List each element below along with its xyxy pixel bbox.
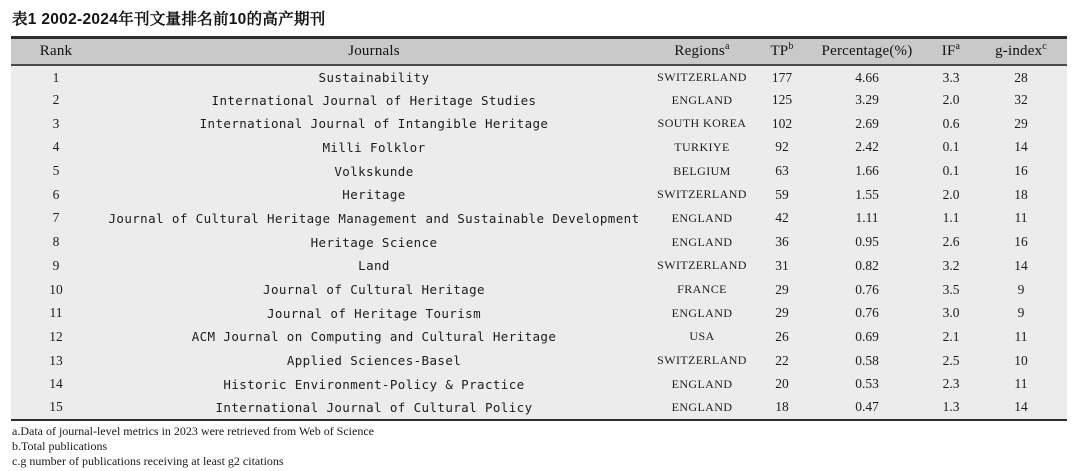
cell-tp: 59: [757, 183, 807, 207]
cell-rank: 14: [11, 372, 101, 396]
column-header-rank: [11, 38, 101, 65]
cell-if: 2.0: [927, 183, 975, 207]
cell-g-index: 9: [975, 301, 1067, 325]
cell-g-index: 28: [975, 65, 1067, 89]
cell-tp: 177: [757, 65, 807, 89]
cell-if: 2.0: [927, 88, 975, 112]
column-header-tp: [757, 38, 807, 65]
cell-region: ENGLAND: [647, 207, 757, 231]
cell-rank: 1: [11, 65, 101, 89]
footnotes: [12, 424, 1067, 469]
cell-if: 1.1: [927, 207, 975, 231]
column-superscript: a: [724, 40, 730, 52]
cell-rank: 12: [11, 325, 101, 349]
cell-tp: 29: [757, 278, 807, 302]
column-label: TP: [770, 42, 789, 59]
cell-rank: 4: [11, 136, 101, 160]
cell-rank: 8: [11, 230, 101, 254]
cell-g-index: 9: [975, 278, 1067, 302]
cell-percentage: 0.95: [807, 230, 927, 254]
cell-if: 2.3: [927, 372, 975, 396]
table-row: [11, 65, 1067, 89]
cell-percentage: 1.11: [807, 207, 927, 231]
cell-rank: 15: [11, 396, 101, 420]
cell-if: 0.1: [927, 136, 975, 160]
table-row: [11, 325, 1067, 349]
cell-journal: International Journal of Heritage Studies: [101, 88, 647, 112]
column-header-percentage: [807, 38, 927, 65]
cell-percentage: 4.66: [807, 65, 927, 89]
cell-g-index: 11: [975, 372, 1067, 396]
footnote-a: a.Data of journal-level metrics in 2023 were retrieved from Web of Science: [12, 423, 374, 438]
cell-journal: Sustainability: [101, 65, 647, 89]
cell-rank: 10: [11, 278, 101, 302]
cell-journal: Journal of Cultural Heritage Management and Sustainable Development: [101, 207, 647, 231]
cell-journal: Heritage: [101, 183, 647, 207]
column-superscript: b: [788, 40, 794, 52]
cell-if: 3.3: [927, 65, 975, 89]
cell-region: SWITZERLAND: [647, 349, 757, 373]
cell-region: ENGLAND: [647, 301, 757, 325]
cell-region: TURKIYE: [647, 136, 757, 160]
cell-region: SWITZERLAND: [647, 183, 757, 207]
cell-percentage: 0.76: [807, 278, 927, 302]
footnote-b: b.Total publications: [12, 438, 108, 453]
cell-region: ENGLAND: [647, 372, 757, 396]
journals-table: [11, 36, 1067, 421]
cell-region: ENGLAND: [647, 396, 757, 420]
table-row: [11, 112, 1067, 136]
cell-tp: 26: [757, 325, 807, 349]
cell-tp: 125: [757, 88, 807, 112]
cell-tp: 92: [757, 136, 807, 160]
table-row: [11, 136, 1067, 160]
table-row: [11, 278, 1067, 302]
column-header-regions: [647, 38, 757, 65]
cell-region: SOUTH KOREA: [647, 112, 757, 136]
table-body: [11, 65, 1067, 420]
footnote-c: c.g number of publications receiving at least g2 citations: [12, 453, 284, 468]
cell-rank: 6: [11, 183, 101, 207]
cell-rank: 13: [11, 349, 101, 373]
table-row: [11, 349, 1067, 373]
cell-rank: 7: [11, 207, 101, 231]
table-row: [11, 396, 1067, 420]
column-superscript: a: [955, 40, 961, 52]
cell-rank: 2: [11, 88, 101, 112]
cell-journal: Journal of Heritage Tourism: [101, 301, 647, 325]
header-row: [11, 38, 1067, 65]
cell-region: FRANCE: [647, 278, 757, 302]
cell-percentage: 2.69: [807, 112, 927, 136]
column-header-if: [927, 38, 975, 65]
cell-percentage: 1.66: [807, 159, 927, 183]
cell-journal: Historic Environment-Policy & Practice: [101, 372, 647, 396]
cell-g-index: 32: [975, 88, 1067, 112]
cell-region: SWITZERLAND: [647, 65, 757, 89]
cell-journal: Applied Sciences-Basel: [101, 349, 647, 373]
cell-g-index: 11: [975, 207, 1067, 231]
cell-g-index: 18: [975, 183, 1067, 207]
cell-region: USA: [647, 325, 757, 349]
cell-if: 0.6: [927, 112, 975, 136]
cell-journal: Journal of Cultural Heritage: [101, 278, 647, 302]
cell-percentage: 1.55: [807, 183, 927, 207]
cell-g-index: 29: [975, 112, 1067, 136]
cell-if: 2.5: [927, 349, 975, 373]
cell-region: ENGLAND: [647, 88, 757, 112]
cell-rank: 3: [11, 112, 101, 136]
column-superscript: c: [1042, 40, 1047, 52]
cell-g-index: 14: [975, 136, 1067, 160]
cell-tp: 102: [757, 112, 807, 136]
cell-g-index: 11: [975, 325, 1067, 349]
cell-region: SWITZERLAND: [647, 254, 757, 278]
cell-percentage: 0.58: [807, 349, 927, 373]
column-label: Percentage(%): [821, 42, 913, 59]
cell-journal: International Journal of Intangible Heritage: [101, 112, 647, 136]
cell-if: 1.3: [927, 396, 975, 420]
table-row: [11, 230, 1067, 254]
cell-g-index: 14: [975, 254, 1067, 278]
table-row: [11, 88, 1067, 112]
cell-journal: International Journal of Cultural Policy: [101, 396, 647, 420]
cell-g-index: 16: [975, 159, 1067, 183]
cell-g-index: 14: [975, 396, 1067, 420]
cell-if: 3.0: [927, 301, 975, 325]
cell-if: 0.1: [927, 159, 975, 183]
cell-journal: Land: [101, 254, 647, 278]
cell-journal: ACM Journal on Computing and Cultural Heritage: [101, 325, 647, 349]
cell-tp: 22: [757, 349, 807, 373]
column-label: Journals: [348, 42, 400, 59]
cell-tp: 36: [757, 230, 807, 254]
cell-rank: 9: [11, 254, 101, 278]
cell-percentage: 2.42: [807, 136, 927, 160]
cell-journal: Milli Folklor: [101, 136, 647, 160]
cell-tp: 63: [757, 159, 807, 183]
cell-tp: 20: [757, 372, 807, 396]
cell-journal: Heritage Science: [101, 230, 647, 254]
cell-percentage: 3.29: [807, 88, 927, 112]
column-label: g-index: [995, 42, 1043, 59]
cell-percentage: 0.69: [807, 325, 927, 349]
cell-if: 2.1: [927, 325, 975, 349]
column-label: IF: [941, 42, 956, 59]
cell-tp: 42: [757, 207, 807, 231]
cell-tp: 29: [757, 301, 807, 325]
cell-rank: 5: [11, 159, 101, 183]
cell-percentage: 0.47: [807, 396, 927, 420]
cell-if: 3.2: [927, 254, 975, 278]
table-header: [11, 38, 1067, 65]
column-header-gindex: [975, 38, 1067, 65]
cell-g-index: 16: [975, 230, 1067, 254]
table-row: [11, 159, 1067, 183]
table-caption: 表1 2002-2024年刊文量排名前10的高产期刊: [12, 11, 326, 28]
column-label: Rank: [39, 42, 73, 59]
cell-region: BELGIUM: [647, 159, 757, 183]
table-row: [11, 301, 1067, 325]
table-row: [11, 183, 1067, 207]
cell-rank: 11: [11, 301, 101, 325]
cell-percentage: 0.82: [807, 254, 927, 278]
table-row: [11, 254, 1067, 278]
table-row: [11, 207, 1067, 231]
table-row: [11, 372, 1067, 396]
cell-tp: 31: [757, 254, 807, 278]
cell-tp: 18: [757, 396, 807, 420]
cell-percentage: 0.76: [807, 301, 927, 325]
cell-journal: Volkskunde: [101, 159, 647, 183]
column-header-journals: [101, 38, 647, 65]
cell-if: 2.6: [927, 230, 975, 254]
cell-if: 3.5: [927, 278, 975, 302]
cell-percentage: 0.53: [807, 372, 927, 396]
cell-g-index: 10: [975, 349, 1067, 373]
cell-region: ENGLAND: [647, 230, 757, 254]
column-label: Regions: [674, 42, 725, 59]
